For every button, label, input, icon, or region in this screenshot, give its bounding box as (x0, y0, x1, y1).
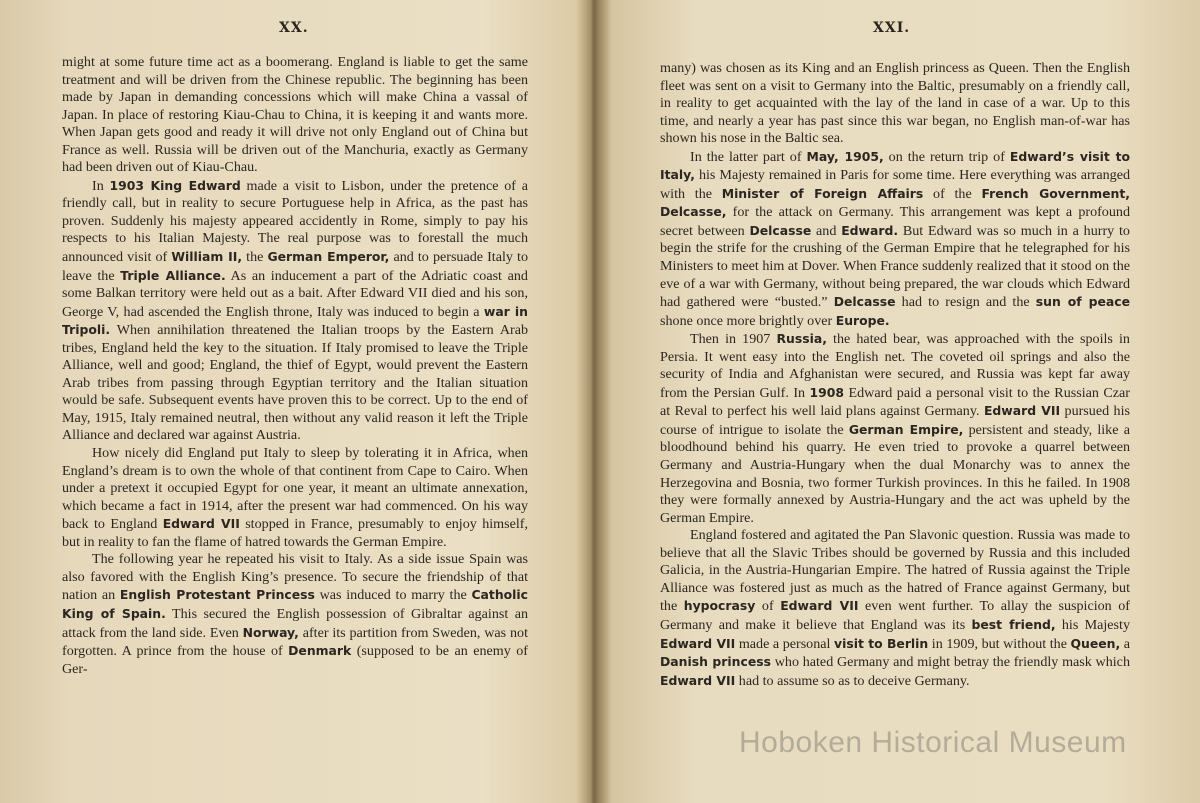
bold-phrase: English Protestant Princess (119, 587, 315, 603)
bold-phrase: Norway, (242, 624, 299, 640)
bold-phrase: best friend, (971, 616, 1056, 632)
bold-phrase: 1908 (809, 384, 845, 400)
text-run: in 1909, but without the (928, 635, 1071, 652)
bold-phrase: war in Tripoli. (62, 303, 528, 338)
page-number-right: XXI. (873, 20, 911, 36)
right-page (590, 0, 1200, 803)
text-run: on the return trip of (883, 148, 1010, 165)
text-run: When annihilation threatened the Italian troops by the Eastern Arab tribes, England held the key to the situation. If Italy promised to leave the Triple Alliance, well and good; England, the thief of Egypt, would prevent the Eastern Arab tribes from passing through Egyptian territory and the Italian situation would be safe. Subsequent events have proven this to be correct. Up to the end of May, 1915, Italy remained neutral, then without any valid reason it left the Triple Alliance and declared war against Austria. (62, 322, 528, 444)
paragraph (660, 60, 1130, 148)
museum-watermark: Hoboken Historical Museum (739, 726, 1127, 759)
text-run: The following year he repeated his visit to Italy. As a side issue Spain was also favored with the English King’s presence. To secure the friendship of that nation an (62, 551, 528, 604)
bold-phrase: Minister of Foreign Affairs (721, 185, 924, 201)
text-run: was induced to marry the (314, 587, 472, 604)
text-run: of the (923, 185, 982, 202)
bold-phrase: Russia, (776, 331, 827, 347)
text-run: But Edward was so much in a hurry to begin the strife for the crushing of the German Empire that he telegraphed for his Ministers to meet him at Dover. When France suddenly realized that it stood on the eve of a war with Germany, without being prepared, the war clouds which Edward had gathered were “busted.” (660, 222, 1130, 311)
text-run: made a personal (735, 635, 834, 652)
bold-phrase: hypocrasy (683, 598, 756, 614)
page-number-left: XX. (279, 20, 309, 36)
text-run: a (1120, 635, 1131, 652)
text-run: his Majesty (1055, 616, 1130, 633)
text-run: made a visit to Lisbon, under the pretence of a friendly call, but in reality to secure Portuguese help in Africa, as the past has proven. Suddenly his majesty appeared accidently in Rome, simply to pay his respects to his Italian Majesty. The real purpose was to forestall the much announced visit of (62, 177, 529, 266)
text-run: the hated bear, was approached with the spoils in Persia. It went easy into the English net. The coveted oil springs and also the security of India and Afghanistan were secured, and Russia was kept far away from the Persian Gulf. In (660, 331, 1130, 401)
text-run: stopped in France, presumably to enjoy himself, but in reality to fan the flame of hatred towards the German Empire. (62, 516, 529, 550)
paragraph (660, 527, 1130, 690)
text-run: after its partition from Sweden, was not forgotten. A prince from the house of (62, 624, 528, 660)
text-run: As an inducement a part of the Adriatic coast and some Balkan territory were held out as a bait. After Edward VII died and his son, George V, had ascended the English throne, Italy was induced to begin a (62, 267, 528, 320)
bold-phrase: German Empire, (848, 421, 964, 437)
text-run: many) was chosen as its King and an English princess as Queen. Then the English fleet was sent on a visit to Germany into the Baltic, presumably on a friendly call, in reality to get acquainted with the lay of the land in case of a war. Up to this time, and nearly a year has past since this war began, no English man-of-war has shown his nose in the Baltic sea. (660, 60, 1130, 147)
left-page (0, 0, 586, 803)
paragraph (62, 177, 528, 445)
paragraph (62, 445, 528, 551)
paragraph (62, 54, 528, 177)
bold-phrase: Edward VII (162, 516, 240, 532)
text-run: for the attack on Germany. This arrangement was kept a profound secret between (660, 204, 1130, 239)
paragraph (660, 330, 1130, 527)
text-run: This secured the English possession of Gibraltar against an attack from the land side. Even (62, 605, 529, 641)
bold-phrase: Edward. (841, 222, 899, 238)
text-run: of (755, 598, 781, 615)
bold-phrase: Delcasse (833, 294, 896, 310)
text-run: and to persuade Italy to leave the (62, 249, 528, 284)
bold-phrase: May, 1905, (806, 148, 884, 164)
text-run: pursued his course of intrigue to isolate the (660, 403, 1131, 438)
paragraph (62, 551, 528, 678)
text-run: persistent and steady, like a bloodhound behind his quarry. He even tried to provoke a quarrel between Germany and Austria-Hungary when the dual Monarchy was to annex the Herzegovina and Bosnia, two former Turkish provinces. In this he failed. In 1908 they were formally annexed by Austria-Hungary and the act was upheld by the German Empire. (660, 421, 1130, 526)
bold-phrase: Edward VII (983, 403, 1061, 419)
bold-phrase: Triple Alliance. (120, 267, 226, 283)
bold-phrase: Delcasse (749, 222, 812, 238)
right-page-body (660, 60, 1130, 690)
bold-phrase: Danish princess (660, 654, 771, 670)
bold-phrase: 1903 King Edward (109, 177, 241, 193)
text-run: In (92, 177, 110, 194)
text-run: might at some future time act as a boomerang. England is liable to get the same treatment and will be driven from the Chinese republic. The beginning has been made by Japan in demanding concessions which will make China a vassal of Japan. In place of restoring Kiau-Chau to China, it is keeping it and wants more. When Japan gets good and ready it will drive not only England out of China but France as well. Russia will be driven out of the Manchuria, exactly as Germany had been driven out of Kiau-Chau. (62, 54, 528, 176)
text-run: his Majesty remained in Paris for some time. Here everything was arranged with the (660, 167, 1130, 202)
text-run: Edward paid a personal visit to the Russian Czar at Reval to perfect his well laid plans against Germany. (660, 384, 1130, 420)
bold-phrase: visit to Berlin (834, 635, 929, 651)
bold-phrase: Europe. (835, 312, 890, 328)
bold-phrase: Catholic King of Spain. (62, 587, 529, 621)
text-run: Then in 1907 (690, 331, 777, 348)
text-run: who hated Germany and might betray the friendly mask which (770, 654, 1130, 671)
bold-phrase: Edward VII (780, 598, 859, 614)
text-run: even went further. To allay the suspicion of Germany and make it believe that England was its (660, 598, 1131, 633)
bold-phrase: Edward’s visit to Italy, (660, 148, 1131, 183)
text-run: In the latter part of (690, 148, 807, 165)
left-page-body (62, 54, 528, 678)
paragraph (660, 148, 1130, 330)
text-run: the (242, 249, 268, 266)
bold-phrase: German Emperor, (267, 249, 390, 265)
bold-phrase: William II, (171, 249, 243, 265)
text-run: England fostered and agitated the Pan Slavonic question. Russia was made to believe that all the Slavic Tribes should be governed by Russia and this included Galicia, in the Austria-Hungarian Empire. The hatred of Russia against the Triple Alliance was fostered just as much as the hatred of France against Germany, but the (660, 527, 1130, 615)
text-run: had to assume so as to deceive Germany. (735, 672, 970, 689)
text-run: shone once more brightly over (660, 312, 836, 329)
bold-phrase: Denmark (288, 643, 352, 659)
text-run: had to resign and the (895, 294, 1036, 311)
bold-phrase: Edward VII (660, 672, 736, 688)
bold-phrase: Edward VII (660, 635, 736, 651)
text-run: How nicely did England put Italy to sleep by tolerating it in Africa, when England’s dream is to own the whole of that continent from Cape to Cairo. When under a pretext it occupied Egypt for one year, it meant an ultimate annexation, which became a fact in 1914, after the present war had commenced. On his way back to England (62, 445, 528, 533)
bold-phrase: French Government, Delcasse, (660, 185, 1130, 220)
text-run: (supposed to be an enemy of Ger- (62, 643, 528, 677)
text-run: and (811, 222, 842, 239)
bold-phrase: Queen, (1070, 635, 1121, 651)
bold-phrase: sun of peace (1035, 294, 1130, 310)
